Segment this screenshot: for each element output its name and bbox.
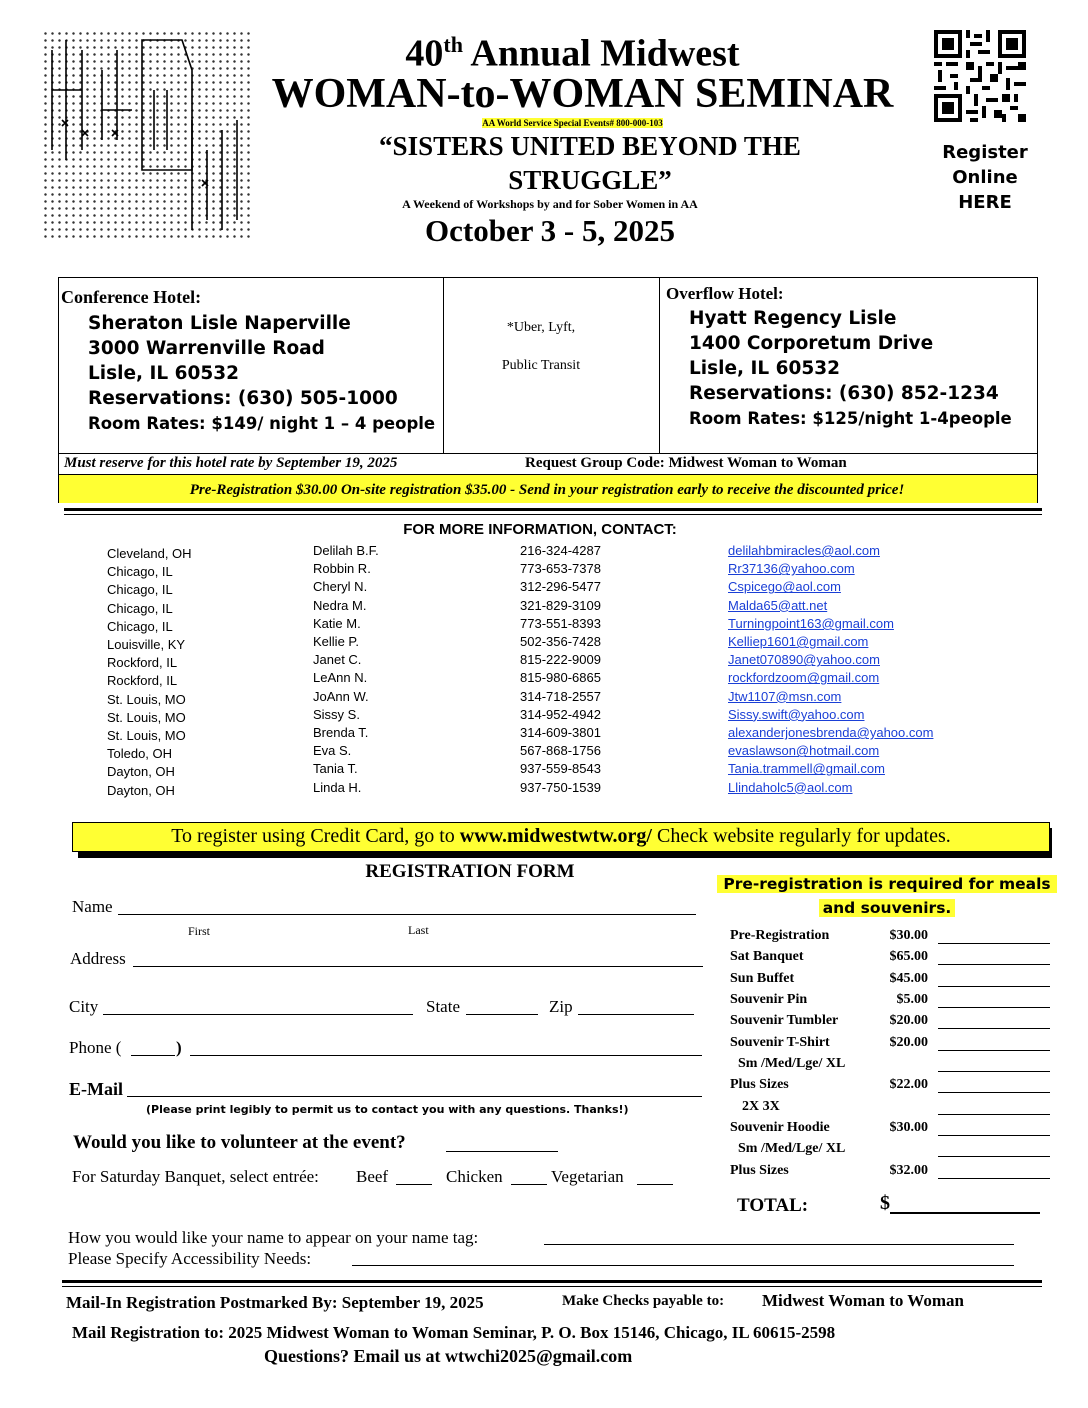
contact-city: St. Louis, MO [107,691,186,707]
overflow-hotel-label: Overflow Hotel: [666,284,784,303]
accessibility-field[interactable] [352,1265,1014,1266]
contact-phone: 815-222-9009 [520,652,601,668]
registration-form-title: REGISTRATION FORM [365,861,575,882]
contact-name: Janet C. [313,652,362,668]
price-item-quantity-field[interactable] [938,943,1050,944]
mail-to-address: Mail Registration to: 2025 Midwest Woman to Woman Seminar, P. O. Box 15146, Chicago, IL 60615-2598 [72,1323,836,1342]
conference-hotel-reservations: Reservations: (630) 505-1000 [88,388,398,409]
price-item-label: Sun Buffet [730,971,795,986]
city-label: City [69,997,99,1016]
contact-row [0,560,1088,578]
phone-area-code-field[interactable] [131,1055,175,1056]
last-label: Last [408,923,429,937]
contact-phone: 937-559-8543 [520,761,601,777]
checks-label: Make Checks payable to: [562,1293,725,1309]
price-item-value: $5.00 [896,992,928,1007]
nametag-label: How you would like your name to appear on your name tag: [68,1228,479,1247]
contact-city: St. Louis, MO [107,709,186,725]
register-online-line-1: Register [942,142,1028,163]
price-item-quantity-field[interactable] [938,1050,1050,1051]
contact-row [0,633,1088,651]
contact-email[interactable]: Kelliep1601@gmail.com [728,634,869,649]
contact-row [0,542,1088,560]
contact-name: Nedra M. [313,597,367,613]
hotel-divider-1 [443,278,444,453]
postmark-deadline: Mail-In Registration Postmarked By: September 19, 2025 [66,1293,484,1312]
seminar-title: WOMAN-to-WOMAN SEMINAR [271,71,894,117]
price-row [730,1141,1060,1162]
contact-city: Dayton, OH [107,782,175,798]
contact-row [0,597,1088,615]
contact-name: Eva S. [313,743,352,759]
price-row [730,1013,1060,1034]
hotel-divider-2 [659,278,660,453]
city-field[interactable] [103,1014,413,1015]
contact-city: Chicago, IL [107,600,173,616]
entree-chicken-field[interactable] [511,1184,547,1185]
price-item-label: Pre-Registration [730,928,830,943]
online-banner-prefix: To register using Credit Card, go to [171,825,460,847]
contact-city: Louisville, KY [107,637,186,652]
volunteer-question: Would you like to volunteer at the event? [73,1132,406,1153]
contact-city: Chicago, IL [107,582,173,598]
contact-email[interactable]: evaslawson@hotmail.com [728,743,880,759]
price-item-label: Souvenir Hoodie [730,1120,830,1135]
price-item-quantity-field[interactable] [938,1028,1050,1029]
contact-email[interactable]: Jtw1107@msn.com [728,688,842,704]
contact-city: Toledo, OH [107,746,173,762]
price-item-value: $22.00 [889,1077,928,1092]
contact-email[interactable]: Tania.trammell@gmail.com [728,761,885,777]
zip-label: Zip [549,997,573,1016]
contact-row [0,760,1088,778]
contact-city: Chicago, IL [107,564,173,580]
contacts-heading: FOR MORE INFORMATION, CONTACT: [403,521,677,538]
price-item-value: $30.00 [889,1120,928,1135]
price-item-value: $20.00 [889,1013,928,1028]
price-row [730,1056,1060,1077]
contact-email[interactable]: Janet070890@yahoo.com [728,652,880,668]
price-row [730,1120,1060,1141]
contact-email[interactable]: Turningpoint163@gmail.com [728,615,894,631]
contact-city: Dayton, OH [107,764,175,780]
contact-phone: 314-952-4942 [520,706,601,722]
price-row [730,928,1060,949]
contact-phone: 321-829-3109 [520,597,601,613]
separator-top-thin [64,514,1042,515]
contact-phone: 314-718-2557 [520,688,601,704]
overflow-hotel-rates: Room Rates: $125/night 1-4people [689,409,1012,428]
edition-heading: 40th Annual Midwest [405,32,740,75]
contact-name: LeAnn N. [313,670,368,686]
contact-row [0,724,1088,742]
contact-phone: 773-551-8393 [520,615,601,631]
questions-email: Questions? Email us at wtwchi2025@gmail.com [264,1346,633,1366]
contact-name: Tania T. [313,761,358,777]
entree-prompt: For Saturday Banquet, select entrée: [72,1167,319,1186]
separator-bottom [62,1280,1042,1283]
online-banner-text [72,825,1050,848]
contact-email[interactable]: Llindaholc5@aol.com [728,779,853,795]
volunteer-answer-field[interactable] [446,1151,558,1152]
transit-line-1: *Uber, Lyft, [506,320,576,335]
conference-hotel-address: 3000 Warrenville Road [88,338,325,359]
registration-website-link[interactable]: www.midwestwtw.org/ [459,825,652,847]
contact-row [0,742,1088,760]
address-field[interactable] [133,966,703,967]
contact-row [0,706,1088,724]
conference-hotel-name: Sheraton Lisle Naperville [88,313,351,334]
cross-stitch-logo-icon [42,30,252,242]
contact-name: Kellie P. [313,634,360,649]
transit-line-2: Public Transit [501,358,581,373]
group-code: Request Group Code: Midwest Woman to Woman [525,455,847,471]
contact-city: Cleveland, OH [107,546,192,561]
wtw-logo [42,30,252,242]
conference-hotel-label: Conference Hotel: [61,287,202,307]
contact-phone: 216-324-4287 [520,543,601,558]
price-item-value: $20.00 [889,1035,928,1050]
total-field[interactable] [890,1212,1040,1214]
contact-name: Katie M. [313,615,361,631]
separator-top [64,508,1042,511]
price-item-label: Souvenir T-Shirt [730,1035,830,1050]
price-item-value: $30.00 [889,928,928,943]
contact-row [0,669,1088,687]
price-item-label: Sm /Med/Lge/ XL [738,1056,846,1071]
contact-phone: 314-609-3801 [520,725,601,740]
price-row [730,992,1060,1013]
contact-name: Cheryl N. [313,579,368,595]
seminar-dates: October 3 - 5, 2025 [425,213,675,248]
contact-phone: 567-868-1756 [520,743,601,759]
meals-notice-line-2: and souvenirs. [819,899,956,917]
price-item-label: Sm /Med/Lge/ XL [738,1141,846,1156]
price-row [730,1077,1060,1098]
price-item-value: $32.00 [889,1163,928,1178]
contact-city: Rockford, IL [107,655,178,671]
price-item-quantity-field[interactable] [938,1156,1050,1157]
overflow-hotel-details [689,306,1012,431]
contact-row [0,578,1088,596]
state-label: State [426,997,460,1016]
register-online-label[interactable] [925,140,1045,215]
contact-city: Chicago, IL [107,618,173,634]
phone-label: Phone ( [69,1038,122,1057]
overflow-hotel-address: 1400 Corporetum Drive [689,333,934,354]
zip-field[interactable] [578,1014,694,1015]
phone-number-field[interactable] [190,1055,702,1056]
contact-name: Brenda T. [313,725,369,740]
price-item-quantity-field[interactable] [938,1007,1050,1008]
pricing-banner: Pre-Registration $30.00 On-site registration $35.00 - Send in your registration early to receive the discounted price! [189,482,905,498]
price-row [730,1163,1060,1184]
email-label: E-Mail [69,1079,123,1099]
meals-notice-line-1: Pre-registration is required for meals [717,875,1056,893]
contact-row [0,688,1088,706]
contact-name: JoAnn W. [313,688,369,704]
contact-phone: 773-653-7378 [520,561,601,577]
contact-row [0,651,1088,669]
total-label: TOTAL: [737,1195,809,1216]
contact-name: Sissy S. [313,706,360,722]
aa-note-row [300,117,845,129]
price-item-quantity-field[interactable] [938,1114,1050,1115]
qr-code-icon[interactable] [934,30,1026,122]
price-item-quantity-field[interactable] [938,1092,1050,1093]
price-item-label: Sat Banquet [730,949,804,964]
phone-close-paren: ) [176,1038,182,1057]
contact-name: Robbin R. [313,561,371,577]
overflow-hotel-name: Hyatt Regency Lisle [689,308,897,329]
accessibility-label: Please Specify Accessibility Needs: [68,1249,312,1268]
contact-email[interactable]: alexanderjonesbrenda@yahoo.com [728,725,934,740]
contact-city: St. Louis, MO [107,728,186,743]
seminar-subtitle: A Weekend of Workshops by and for Sober Women in AA [402,197,698,211]
conference-hotel-city: Lisle, IL 60532 [88,363,239,384]
price-row [730,971,1060,992]
contact-phone: 937-750-1539 [520,779,601,795]
contact-name: Delilah B.F. [313,543,379,558]
nametag-field[interactable] [544,1244,1014,1245]
price-item-label: Souvenir Tumbler [730,1013,839,1028]
price-item-label: 2X 3X [742,1099,780,1114]
contact-phone: 312-296-5477 [520,579,601,595]
contact-city: Rockford, IL [107,673,178,689]
email-field[interactable] [127,1096,702,1097]
conference-hotel-rates: Room Rates: $149/ night 1 – 4 people [88,414,436,433]
theme-line-1: “SISTERS UNITED BEYOND THE [379,131,801,161]
register-online-line-3: HERE [958,192,1012,213]
entree-beef-label: Beef [356,1167,389,1186]
contact-email[interactable]: Rr37136@yahoo.com [728,561,855,577]
contact-email[interactable]: delilahbmiracles@aol.com [728,543,880,558]
state-field[interactable] [466,1014,538,1015]
first-label: First [188,924,211,938]
aa-special-events-note: AA World Service Special Events# 800-000-103 [482,118,663,128]
hotel-row-divider [59,453,1037,454]
contact-email[interactable]: Sissy.swift@yahoo.com [728,706,865,722]
price-row [730,949,1060,970]
theme-line-2: STRUGGLE” [508,165,672,195]
price-item-quantity-field[interactable] [938,964,1050,965]
contact-email[interactable]: Malda65@att.net [728,597,828,613]
price-item-label: Plus Sizes [730,1077,789,1092]
register-online-line-2: Online [952,167,1018,188]
online-banner-suffix: Check website regularly for updates. [651,825,951,847]
overflow-hotel-city: Lisle, IL 60532 [689,358,840,379]
entree-vegetarian-label: Vegetarian [551,1167,624,1186]
separator-bottom-thin [62,1286,1042,1287]
contact-phone: 815-980-6865 [520,670,601,686]
entree-vegetarian-field[interactable] [637,1184,673,1185]
price-item-quantity-field[interactable] [938,986,1050,987]
conference-hotel-details [88,311,435,436]
meals-notice [712,872,1062,920]
entree-beef-field[interactable] [396,1184,432,1185]
price-row [730,1035,1060,1056]
contact-name: Linda H. [313,779,362,795]
price-item-quantity-field[interactable] [938,1178,1050,1179]
contact-email[interactable]: rockfordzoom@gmail.com [728,670,880,686]
price-item-label: Souvenir Pin [730,992,808,1007]
contact-phone: 502-356-7428 [520,634,601,649]
address-label: Address [70,949,126,968]
hotel-deadline: Must reserve for this hotel rate by September 19, 2025 [64,455,398,471]
name-label: Name [72,897,113,916]
contact-email[interactable]: Cspicego@aol.com [728,579,841,595]
price-item-value: $65.00 [889,949,928,964]
price-item-label: Plus Sizes [730,1163,789,1178]
checks-payee: Midwest Woman to Woman [762,1291,964,1310]
total-currency: $ [880,1192,890,1214]
name-field[interactable] [118,914,696,915]
price-row [730,1099,1060,1120]
contact-row [0,779,1088,797]
price-item-quantity-field[interactable] [938,1135,1050,1136]
overflow-hotel-reservations: Reservations: (630) 852-1234 [689,383,999,404]
entree-chicken-label: Chicken [446,1167,503,1186]
price-item-quantity-field[interactable] [938,1071,1050,1072]
price-item-value: $45.00 [889,971,928,986]
legible-note: (Please print legibly to permit us to contact you with any questions. Thanks!) [146,1103,629,1116]
contact-row [0,615,1088,633]
